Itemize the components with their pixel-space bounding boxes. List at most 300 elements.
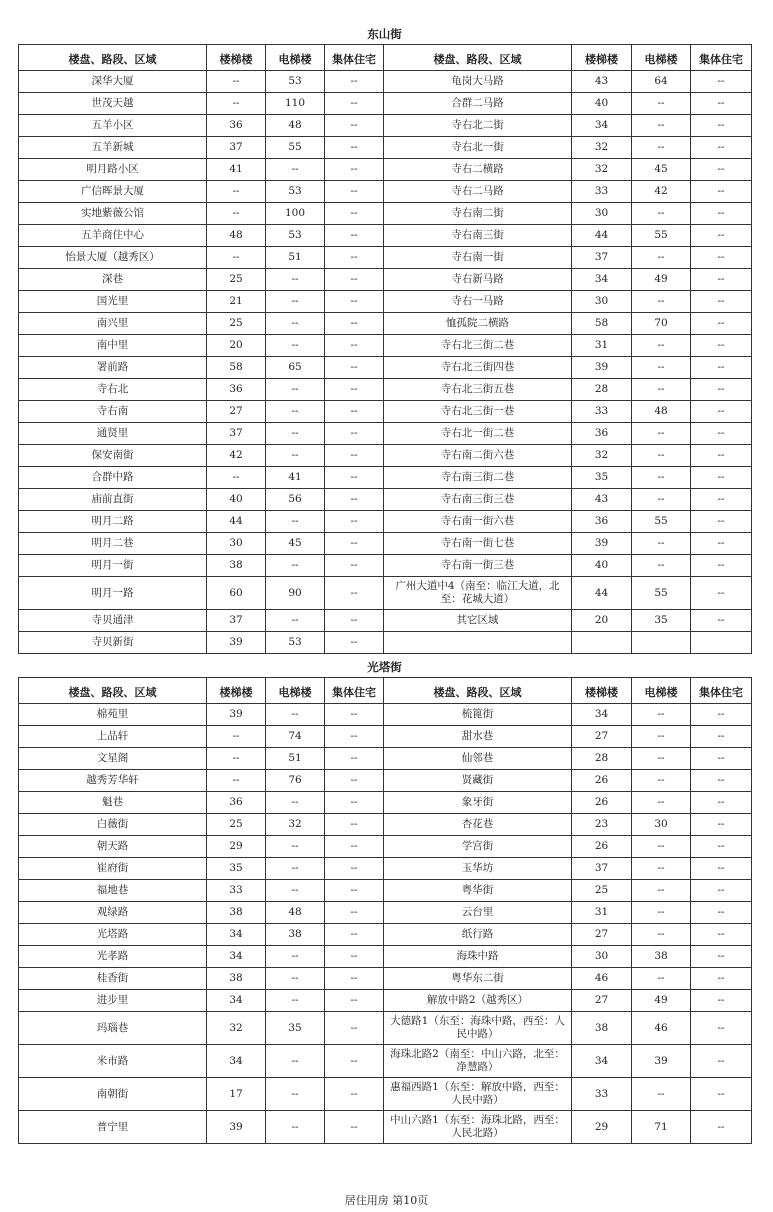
area-name-cell: 大德路1（东至：海珠中路，西至：人民中路） [384,1012,572,1045]
price-cell: 32 [266,814,325,836]
column-header: 电梯楼 [632,45,691,71]
price-cell: -- [691,137,752,159]
price-cell: 36 [572,423,632,445]
price-cell: -- [691,924,752,946]
price-cell: 23 [572,814,632,836]
price-cell: 43 [572,489,632,511]
price-cell: -- [325,555,384,577]
price-cell: -- [632,726,691,748]
price-cell: -- [325,137,384,159]
price-cell: -- [207,71,266,93]
price-cell: 29 [207,836,266,858]
price-cell: -- [691,704,752,726]
price-cell: 31 [572,335,632,357]
price-cell: -- [691,379,752,401]
table-row [19,533,752,555]
price-cell: 39 [572,357,632,379]
price-cell: -- [691,946,752,968]
price-cell: 35 [207,858,266,880]
column-header: 楼盘、路段、区域 [19,45,207,71]
table-row [19,924,752,946]
price-cell: -- [325,357,384,379]
price-cell: -- [691,577,752,610]
price-cell: -- [691,181,752,203]
column-header: 集体住宅 [691,45,752,71]
price-cell: -- [266,836,325,858]
table-row [19,181,752,203]
section-title-dongshan: 东山街 [367,27,402,41]
price-cell: -- [325,610,384,632]
price-cell: -- [691,511,752,533]
price-cell: 65 [266,357,325,379]
price-cell: 74 [266,726,325,748]
header-row [19,45,752,71]
price-cell: -- [266,858,325,880]
price-cell: 40 [572,93,632,115]
area-name-cell: 光塔路 [19,924,207,946]
area-name-cell: 贤藏街 [384,770,572,792]
area-name-cell: 崔府街 [19,858,207,880]
area-name-cell: 其它区域 [384,610,572,632]
price-cell: -- [325,401,384,423]
price-cell: -- [632,555,691,577]
price-cell: -- [266,423,325,445]
price-cell: -- [207,247,266,269]
price-cell: 51 [266,247,325,269]
price-cell: 48 [266,115,325,137]
price-cell: 45 [266,533,325,555]
price-cell: -- [691,313,752,335]
price-cell: 32 [207,1012,266,1045]
price-cell: 32 [572,159,632,181]
area-name-cell: 寺右一马路 [384,291,572,313]
area-name-cell: 庙前直街 [19,489,207,511]
price-cell: 33 [207,880,266,902]
price-cell: 33 [572,401,632,423]
area-name-cell: 普宁里 [19,1111,207,1144]
price-cell: -- [632,858,691,880]
price-cell: 38 [266,924,325,946]
area-name-cell: 粤华街 [384,880,572,902]
price-cell: -- [325,577,384,610]
price-table-dongshan [18,44,752,654]
area-name-cell: 米市路 [19,1045,207,1078]
price-cell: 34 [572,115,632,137]
price-cell: -- [325,704,384,726]
price-cell [572,632,632,654]
price-cell: 41 [266,467,325,489]
price-cell: 38 [572,1012,632,1045]
area-name-cell: 玉华坊 [384,858,572,880]
area-name-cell: 寺右北三街二巷 [384,335,572,357]
area-name-cell: 纸行路 [384,924,572,946]
price-cell: -- [632,1078,691,1111]
price-cell: -- [632,968,691,990]
price-cell: -- [632,880,691,902]
price-cell: -- [325,313,384,335]
price-cell: 39 [207,704,266,726]
area-name-cell: 合群二马路 [384,93,572,115]
price-cell: 37 [207,137,266,159]
area-name-cell: 福地巷 [19,880,207,902]
area-name-cell: 寺右南三街二巷 [384,467,572,489]
price-cell: -- [325,946,384,968]
price-cell: -- [266,990,325,1012]
price-cell: -- [266,1078,325,1111]
area-name-cell: 广信晖景大厦 [19,181,207,203]
area-name-cell: 恤孤院二横路 [384,313,572,335]
price-cell: 60 [207,577,266,610]
price-cell: 64 [632,71,691,93]
table-row [19,203,752,225]
price-cell: -- [266,968,325,990]
area-name-cell: 仙邻巷 [384,748,572,770]
price-cell: 42 [632,181,691,203]
table-row [19,313,752,335]
price-cell: 49 [632,269,691,291]
area-name-cell: 南朝街 [19,1078,207,1111]
table-row [19,379,752,401]
price-cell: -- [266,555,325,577]
price-cell: 35 [632,610,691,632]
area-name-cell: 龟岗大马路 [384,71,572,93]
table-row [19,577,752,610]
column-header: 楼盘、路段、区域 [19,678,207,704]
price-cell: 25 [207,269,266,291]
price-cell: -- [325,489,384,511]
price-cell: -- [691,489,752,511]
price-cell: -- [325,1012,384,1045]
price-cell: 38 [207,968,266,990]
price-cell: 46 [632,1012,691,1045]
price-cell: -- [691,71,752,93]
price-cell: -- [632,770,691,792]
table-row [19,71,752,93]
area-name-cell: 保安南街 [19,445,207,467]
price-cell: -- [266,610,325,632]
area-name-cell: 粤华东二街 [384,968,572,990]
area-name-cell: 明月路小区 [19,159,207,181]
table-row [19,269,752,291]
area-name-cell: 寺右北一街二巷 [384,423,572,445]
price-cell: -- [691,858,752,880]
area-name-cell: 海珠中路 [384,946,572,968]
area-name-cell: 寺右南一街六巷 [384,511,572,533]
price-cell: -- [325,836,384,858]
price-cell: -- [691,225,752,247]
column-header: 电梯楼 [632,678,691,704]
price-cell: -- [325,990,384,1012]
area-name-cell: 梳篦街 [384,704,572,726]
area-name-cell: 通贤里 [19,423,207,445]
area-name-cell: 寺右南一街 [384,247,572,269]
table-row [19,423,752,445]
price-cell: 36 [572,511,632,533]
area-name-cell: 进步里 [19,990,207,1012]
price-cell: 90 [266,577,325,610]
price-cell: -- [632,924,691,946]
column-header: 集体住宅 [325,45,384,71]
price-cell: 26 [572,836,632,858]
area-name-cell: 寺贝新街 [19,632,207,654]
price-cell: -- [266,880,325,902]
area-name-cell: 上品轩 [19,726,207,748]
price-cell: -- [325,379,384,401]
price-cell: 34 [572,704,632,726]
column-header: 集体住宅 [325,678,384,704]
price-cell: -- [325,159,384,181]
price-cell: 37 [207,610,266,632]
area-name-cell: 寺右北三街一巷 [384,401,572,423]
price-cell: -- [266,401,325,423]
area-name-cell: 五羊商住中心 [19,225,207,247]
price-cell: -- [325,511,384,533]
price-cell: -- [325,792,384,814]
area-name-cell: 五羊小区 [19,115,207,137]
price-cell: 27 [207,401,266,423]
price-cell: -- [325,748,384,770]
price-cell: 21 [207,291,266,313]
area-name-cell: 实地紫薇公馆 [19,203,207,225]
price-cell: 38 [207,902,266,924]
area-name-cell: 南中里 [19,335,207,357]
area-name-cell: 广州大道中4（南至：临江大道，北至：花城大道） [384,577,572,610]
area-name-cell: 深华大厦 [19,71,207,93]
table-row [19,770,752,792]
price-cell: -- [691,269,752,291]
table-row [19,1012,752,1045]
table-row [19,93,752,115]
table-row [19,1078,752,1111]
price-cell: -- [325,269,384,291]
price-cell: -- [632,792,691,814]
price-cell: 55 [632,225,691,247]
area-name-cell: 怡景大厦（越秀区） [19,247,207,269]
price-cell: -- [325,93,384,115]
price-cell: -- [691,423,752,445]
price-cell: -- [691,93,752,115]
area-name-cell: 寺右二马路 [384,181,572,203]
price-cell: 51 [266,748,325,770]
price-cell: 30 [572,946,632,968]
price-cell: -- [325,445,384,467]
price-cell: 56 [266,489,325,511]
area-name-cell: 云台里 [384,902,572,924]
price-cell: 20 [572,610,632,632]
column-header: 楼盘、路段、区域 [384,678,572,704]
price-cell: 36 [207,379,266,401]
price-cell: -- [325,880,384,902]
price-cell: -- [207,748,266,770]
area-name-cell: 合群中路 [19,467,207,489]
price-cell: 53 [266,181,325,203]
area-name-cell: 寺贝通津 [19,610,207,632]
price-cell: 58 [572,313,632,335]
table-row [19,225,752,247]
price-cell: -- [325,467,384,489]
price-cell: -- [691,555,752,577]
price-cell: -- [207,181,266,203]
price-cell: 37 [572,858,632,880]
price-cell: -- [325,181,384,203]
price-cell: -- [632,467,691,489]
price-cell: 38 [632,946,691,968]
area-name-cell: 中山六路1（东至：海珠北路，西至：人民北路） [384,1111,572,1144]
price-table-guangta [18,677,752,1144]
price-cell: 32 [572,137,632,159]
column-header: 楼梯楼 [572,45,632,71]
price-cell: 39 [572,533,632,555]
area-name-cell: 观绿路 [19,902,207,924]
area-name-cell: 寺右南 [19,401,207,423]
price-cell: 44 [572,225,632,247]
price-cell: -- [266,511,325,533]
table-row [19,115,752,137]
price-cell: 55 [632,577,691,610]
price-cell: 34 [207,924,266,946]
area-name-cell: 寺右二横路 [384,159,572,181]
price-cell: 25 [207,313,266,335]
area-name-cell: 象牙街 [384,792,572,814]
page-footer: 居住用房 第10页 [344,1194,429,1207]
price-cell: 48 [266,902,325,924]
price-cell: -- [266,159,325,181]
price-cell: 30 [572,291,632,313]
price-cell: 39 [207,632,266,654]
price-cell: -- [691,1078,752,1111]
price-cell: -- [325,115,384,137]
area-name-cell: 寺右南三街 [384,225,572,247]
price-cell: 37 [207,423,266,445]
price-cell: 20 [207,335,266,357]
price-cell: -- [266,1045,325,1078]
price-cell: 100 [266,203,325,225]
price-cell: -- [266,1111,325,1144]
price-cell: -- [691,880,752,902]
area-name-cell: 寺右南一街三巷 [384,555,572,577]
price-cell: 30 [572,203,632,225]
table-row [19,946,752,968]
price-cell: 40 [572,555,632,577]
price-cell: 37 [572,247,632,269]
price-cell: 26 [572,792,632,814]
price-cell: -- [632,489,691,511]
price-cell: 34 [207,946,266,968]
price-cell: -- [632,291,691,313]
price-cell: -- [691,1012,752,1045]
price-cell: -- [691,610,752,632]
price-cell: -- [266,379,325,401]
table-row [19,247,752,269]
price-cell: -- [632,115,691,137]
table-row [19,335,752,357]
price-cell: 48 [632,401,691,423]
area-name-cell: 寺右北三街四巷 [384,357,572,379]
price-cell: 46 [572,968,632,990]
price-cell: -- [632,423,691,445]
price-cell: -- [325,814,384,836]
table-row [19,1045,752,1078]
price-cell: -- [691,335,752,357]
table-row [19,159,752,181]
price-cell: 17 [207,1078,266,1111]
price-cell: -- [207,726,266,748]
price-cell: -- [207,467,266,489]
price-cell: -- [691,814,752,836]
price-cell: -- [691,115,752,137]
table-row [19,632,752,654]
area-name-cell: 寺右北二街 [384,115,572,137]
price-cell: 27 [572,726,632,748]
price-cell: 55 [266,137,325,159]
price-cell: -- [632,247,691,269]
table-row [19,445,752,467]
column-header: 电梯楼 [266,678,325,704]
price-cell: -- [691,533,752,555]
price-cell: -- [632,445,691,467]
price-cell: -- [632,836,691,858]
price-cell: 44 [207,511,266,533]
price-cell: -- [266,704,325,726]
price-cell: -- [632,137,691,159]
price-cell [691,632,752,654]
table-row [19,610,752,632]
area-name-cell: 杏花巷 [384,814,572,836]
area-name-cell: 寺右新马路 [384,269,572,291]
table-row [19,814,752,836]
price-cell: -- [325,1078,384,1111]
price-cell: -- [207,203,266,225]
column-header: 电梯楼 [266,45,325,71]
area-name-cell: 明月一路 [19,577,207,610]
area-name-cell: 明月二路 [19,511,207,533]
price-cell: 70 [632,313,691,335]
price-cell: -- [266,313,325,335]
area-name-cell: 玛瑙巷 [19,1012,207,1045]
price-cell: 28 [572,748,632,770]
price-cell: 34 [572,1045,632,1078]
price-cell: -- [691,1111,752,1144]
price-cell: -- [325,902,384,924]
area-name-cell [384,632,572,654]
area-name-cell: 白薇街 [19,814,207,836]
table-row [19,792,752,814]
price-cell: 76 [266,770,325,792]
price-cell: 31 [572,902,632,924]
price-cell: -- [691,770,752,792]
area-name-cell: 五羊新城 [19,137,207,159]
price-cell: -- [632,902,691,924]
area-name-cell: 寺右南一街七巷 [384,533,572,555]
table-row [19,357,752,379]
price-cell: -- [325,203,384,225]
price-cell: -- [325,1111,384,1144]
price-cell: -- [325,858,384,880]
price-cell: 34 [207,990,266,1012]
price-cell: -- [325,726,384,748]
table-row [19,968,752,990]
price-cell: -- [632,379,691,401]
table-row [19,291,752,313]
area-name-cell: 明月一街 [19,555,207,577]
price-cell: 26 [572,770,632,792]
price-cell: 36 [207,792,266,814]
column-header: 楼梯楼 [207,45,266,71]
price-cell: -- [266,291,325,313]
price-cell: 40 [207,489,266,511]
area-name-cell: 寺右南二街 [384,203,572,225]
area-name-cell: 国光里 [19,291,207,313]
